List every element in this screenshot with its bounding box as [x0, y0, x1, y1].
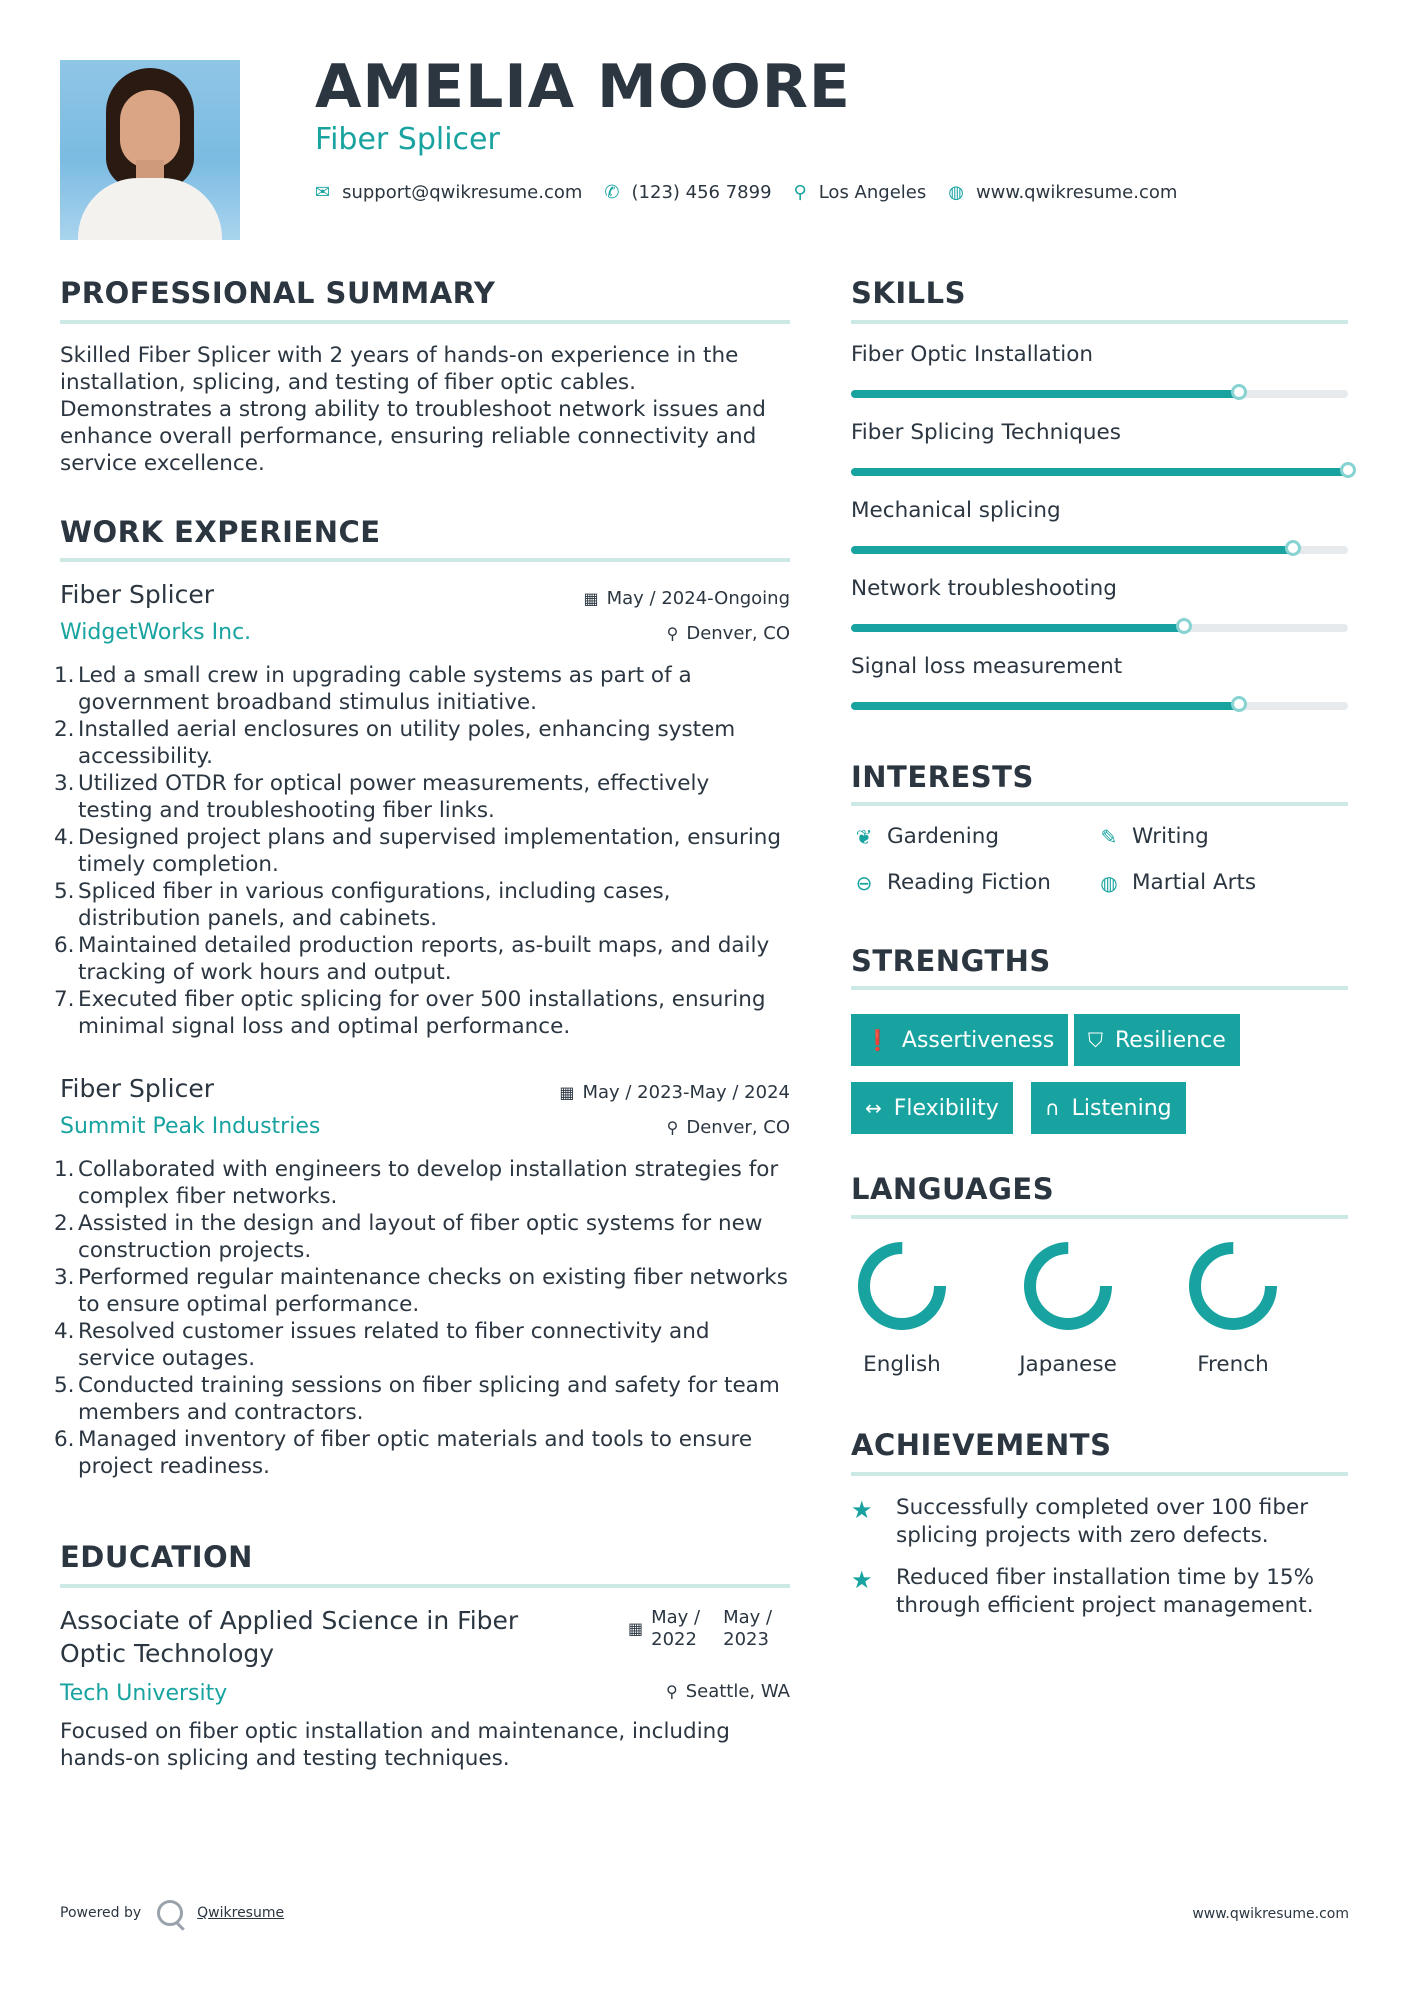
- strength-label: Resilience: [1115, 1027, 1226, 1053]
- list-item: 1. Led a small crew in upgrading cable systems as part of a government broadband stimulus initiative.: [54, 663, 692, 715]
- strength-badge: [1074, 1014, 1240, 1066]
- brand-link[interactable]: Qwikresume: [197, 1905, 285, 1921]
- list-item: 5. Conducted training sessions on fiber splicing and safety for team members and contractors.: [54, 1373, 780, 1425]
- calendar-icon: ▦: [583, 589, 599, 608]
- candidate-title: Fiber Splicer: [315, 122, 500, 157]
- interest-label: Gardening: [887, 824, 1000, 849]
- powered-by-text: Powered by: [60, 1905, 142, 1921]
- pin-icon: ⚲: [665, 1682, 678, 1701]
- languages-heading: LANGUAGES: [851, 1172, 1055, 1206]
- skill-bar-knob: [1285, 540, 1301, 556]
- achievements-divider: [851, 1472, 1348, 1476]
- footer-powered-by: [60, 1900, 284, 1926]
- skills-heading: SKILLS: [851, 276, 966, 310]
- leaf-icon: ❦: [855, 824, 873, 849]
- interests-heading: INTERESTS: [851, 760, 1034, 794]
- job-location-text: Denver, CO: [686, 623, 790, 644]
- list-item: 6. Maintained detailed production reports, as-built maps, and daily tracking of work hours and output.: [54, 933, 770, 985]
- calendar-icon: ▦: [559, 1083, 575, 1102]
- footer-site-link[interactable]: www.qwikresume.com: [1192, 1906, 1349, 1922]
- star-icon: ★: [851, 1566, 873, 1594]
- job-role: Fiber Splicer: [60, 580, 215, 609]
- skill-bar-knob: [1340, 462, 1356, 478]
- gamepad-icon: ⊖: [855, 870, 873, 895]
- candidate-name: AMELIA MOORE: [315, 52, 851, 122]
- job-dates: [559, 1082, 790, 1103]
- strength-badge: [851, 1082, 1013, 1134]
- summary-heading: PROFESSIONAL SUMMARY: [60, 276, 496, 310]
- job-company[interactable]: WidgetWorks Inc.: [60, 620, 252, 645]
- education-heading: EDUCATION: [60, 1540, 253, 1574]
- envelope-icon: ✉: [315, 181, 331, 203]
- interest-label: Martial Arts: [1132, 870, 1257, 895]
- pin-icon: ⚲: [666, 624, 679, 643]
- strengths-heading: STRENGTHS: [851, 944, 1051, 978]
- headphones-icon: ∩: [1045, 1096, 1060, 1120]
- experience-heading: WORK EXPERIENCE: [60, 515, 381, 549]
- experience-divider: [60, 558, 790, 562]
- globe-icon: ◍: [1100, 870, 1118, 895]
- list-item: 4. Resolved customer issues related to fiber connectivity and service outages.: [54, 1319, 710, 1371]
- contact-location: [794, 182, 927, 203]
- skill-label: Signal loss measurement: [851, 654, 1123, 679]
- star-icon: ★: [851, 1496, 873, 1524]
- skills-divider: [851, 320, 1348, 324]
- skill-bar-fill: [851, 624, 1184, 632]
- language-label: French: [1197, 1352, 1269, 1377]
- phone-text: (123) 456 7899: [631, 181, 772, 203]
- list-item: 5. Spliced fiber in various configurations, including cases, distribution panels, and cabinets.: [54, 879, 671, 931]
- job-dates: [584, 588, 791, 609]
- job-bullets: [54, 1156, 790, 1480]
- education-start: May / 2022: [651, 1607, 701, 1650]
- interest-martial-arts: [1096, 870, 1256, 895]
- interest-label: Reading Fiction: [887, 870, 1051, 895]
- language-label: Japanese: [1019, 1352, 1117, 1377]
- skill-bar-fill: [851, 390, 1239, 398]
- strength-badge: [851, 1014, 1068, 1066]
- job-role: Fiber Splicer: [60, 1074, 215, 1103]
- qwikresume-logo-icon: [157, 1900, 183, 1926]
- strength-label: Listening: [1071, 1095, 1172, 1121]
- globe-icon: ◍: [948, 181, 964, 203]
- job-company[interactable]: Summit Peak Industries: [60, 1114, 321, 1139]
- skill-bar-track: [851, 702, 1348, 710]
- education-description: Focused on fiber optic installation and maintenance, including hands-on splicing and testing techniques.: [60, 1719, 730, 1771]
- list-item: 2. Installed aerial enclosures on utility poles, enhancing system accessibility.: [54, 717, 736, 769]
- job-location: [667, 623, 790, 644]
- contact-email[interactable]: [315, 182, 582, 203]
- summary-text: Skilled Fiber Splicer with 2 years of hands-on experience in the installation, splicing, and testing of fiber optic cables. Demonstrates a strong ability to troubleshoot network issues and enhance overall performance, ensuring reliable connectivity and service excellence.: [60, 343, 766, 476]
- exclamation-circle-icon: ❗: [865, 1028, 890, 1052]
- interest-gardening: [851, 824, 999, 849]
- degree-title: Associate of Applied Science in Fiber Optic Technology: [60, 1606, 519, 1668]
- interest-label: Writing: [1132, 824, 1209, 849]
- skill-bar-knob: [1176, 618, 1192, 634]
- languages-divider: [851, 1215, 1348, 1219]
- achievements-heading: ACHIEVEMENTS: [851, 1428, 1112, 1462]
- strength-badge: [1031, 1082, 1186, 1134]
- language-ring-arc: [1195, 1248, 1271, 1324]
- phone-icon: ✆: [604, 181, 620, 203]
- language-ring: [856, 1240, 948, 1332]
- map-marker-icon: ⚲: [793, 181, 807, 203]
- email-text: support@qwikresume.com: [342, 181, 583, 203]
- strengths-divider: [851, 986, 1348, 990]
- strength-label: Flexibility: [893, 1095, 999, 1121]
- skill-label: Fiber Splicing Techniques: [851, 420, 1121, 445]
- skill-label: Network troubleshooting: [851, 576, 1117, 601]
- skill-bar-fill: [851, 702, 1239, 710]
- job-location: [667, 1117, 790, 1138]
- education-end: May / 2023: [723, 1607, 773, 1650]
- achievement-item: Successfully completed over 100 fiber splicing projects with zero defects.: [896, 1495, 1309, 1548]
- job-dates-text: May / 2024-Ongoing: [606, 588, 790, 609]
- shield-icon: ⛉: [1088, 1028, 1103, 1052]
- interest-writing: [1096, 824, 1209, 849]
- list-item: 7. Executed fiber optic splicing for over 500 installations, ensuring minimal signal loss and optimal performance.: [54, 987, 766, 1039]
- list-item: 4. Designed project plans and supervised implementation, ensuring timely completion.: [54, 825, 782, 877]
- language-ring-arc: [1030, 1248, 1106, 1324]
- skill-bar-fill: [851, 468, 1348, 476]
- skill-label: Fiber Optic Installation: [851, 342, 1094, 367]
- education-location: [666, 1681, 790, 1702]
- education-location-text: Seattle, WA: [685, 1681, 790, 1702]
- skill-bar-knob: [1231, 696, 1247, 712]
- skill-bar-track: [851, 624, 1348, 632]
- contact-bar: [315, 178, 1199, 206]
- language-label: English: [863, 1352, 941, 1377]
- skill-bar-fill: [851, 546, 1293, 554]
- language-ring: [1022, 1240, 1114, 1332]
- school-name[interactable]: Tech University: [60, 1681, 228, 1706]
- skill-bar-track: [851, 546, 1348, 554]
- list-item: 3. Performed regular maintenance checks on existing fiber networks to ensure optimal performance.: [54, 1265, 788, 1317]
- education-divider: [60, 1584, 790, 1588]
- education-dates: [628, 1607, 781, 1651]
- skill-label: Mechanical splicing: [851, 498, 1061, 523]
- contact-website[interactable]: [948, 182, 1177, 203]
- arrows-horizontal-icon: ↔: [865, 1096, 882, 1120]
- language-ring: [1187, 1240, 1279, 1332]
- pin-icon: ⚲: [666, 1118, 679, 1137]
- strength-label: Assertiveness: [901, 1027, 1055, 1053]
- achievement-item: Reduced fiber installation time by 15% through efficient project management.: [896, 1565, 1315, 1618]
- calendar-icon: ▦: [628, 1619, 644, 1638]
- job-dates-text: May / 2023-May / 2024: [582, 1082, 790, 1103]
- pencil-icon: ✎: [1100, 824, 1118, 849]
- interest-reading-fiction: [851, 870, 1051, 895]
- job-bullets: [54, 662, 790, 1040]
- summary-divider: [60, 320, 790, 324]
- profile-photo: [60, 60, 240, 240]
- list-item: 6. Managed inventory of fiber optic materials and tools to ensure project readiness.: [54, 1427, 753, 1479]
- location-text: Los Angeles: [818, 181, 927, 203]
- list-item: 2. Assisted in the design and layout of fiber optic systems for new construction projects.: [54, 1211, 763, 1263]
- list-item: 1. Collaborated with engineers to develop installation strategies for complex fiber networks.: [54, 1157, 779, 1209]
- list-item: 3. Utilized OTDR for optical power measurements, effectively testing and troubleshooting fiber links.: [54, 771, 710, 823]
- interests-divider: [851, 802, 1348, 806]
- job-location-text: Denver, CO: [686, 1117, 790, 1138]
- contact-phone[interactable]: [604, 182, 771, 203]
- skill-bar-track: [851, 468, 1348, 476]
- website-text: www.qwikresume.com: [975, 181, 1178, 203]
- skill-bar-track: [851, 390, 1348, 398]
- skill-bar-knob: [1231, 384, 1247, 400]
- language-ring-arc: [864, 1248, 940, 1324]
